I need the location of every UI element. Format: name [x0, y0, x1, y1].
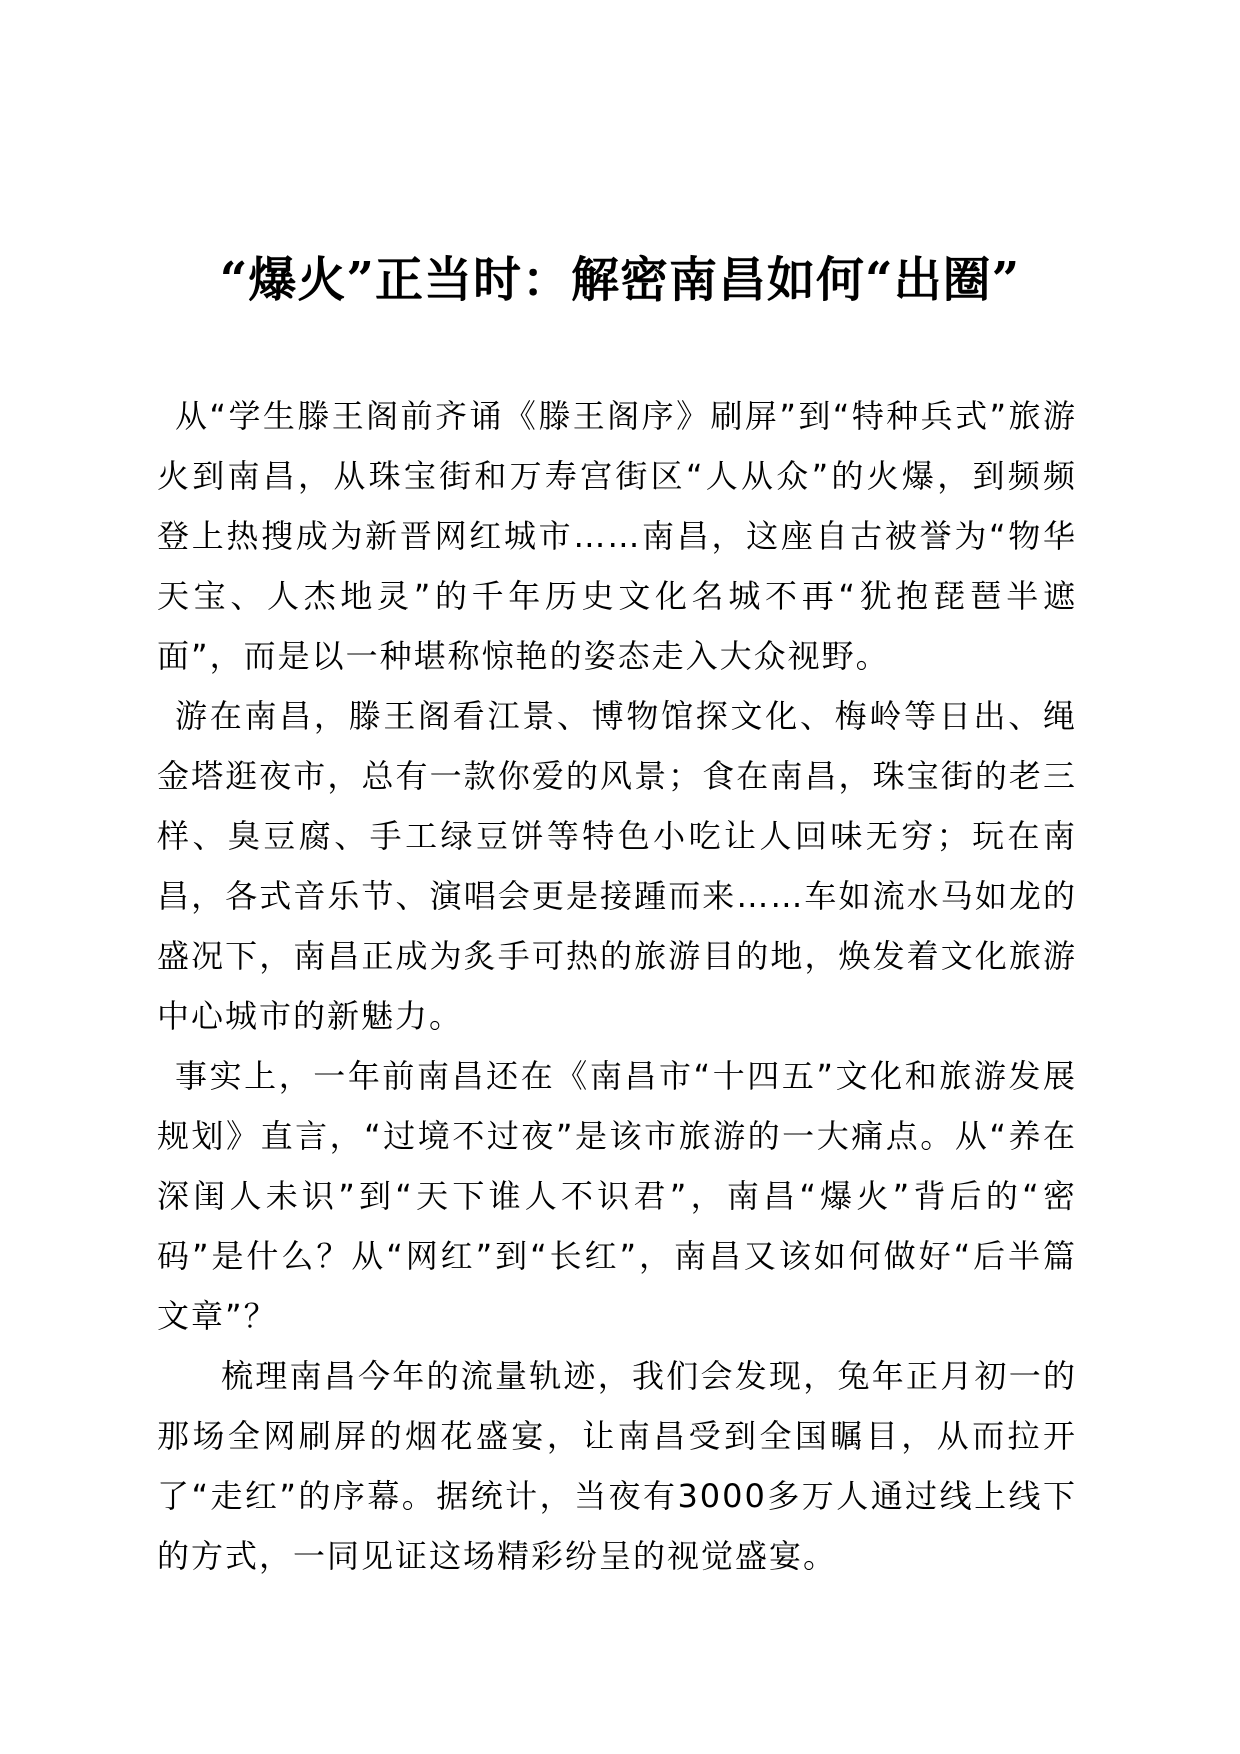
document-body — [157, 386, 1077, 1586]
document-title: “爆火”正当时：解密南昌如何“出圈” — [219, 252, 1021, 308]
paragraph-2: 游在南昌，滕王阁看江景、博物馆探文化、梅岭等日出、绳金塔逛夜市，总有一款你爱的风景；食在南昌，珠宝街的老三样、臭豆腐、手工绿豆饼等特色小吃让人回味无穷；玩在南昌，各式音乐节、演唱会更是接踵而来……车如流水马如龙的盛况下，南昌正成为炙手可热的旅游目的地，焕发着文化旅游中心城市的新魅力。 — [157, 697, 1077, 1035]
paragraph-4: 梳理南昌今年的流量轨迹，我们会发现，兔年正月初一的那场全网刷屏的烟花盛宴，让南昌受到全国瞩目，从而拉开了“走红”的序幕。据统计，当夜有3000多万人通过线上线下的方式，一同见证这场精彩纷呈的视觉盛宴。 — [157, 1357, 1077, 1575]
paragraph-3: 事实上，一年前南昌还在《南昌市“十四五”文化和旅游发展规划》直言，“过境不过夜”是该市旅游的一大痛点。从“养在深闺人未识”到“天下谁人不识君”，南昌“爆火”背后的“密码”是什么？从“网红”到“长红”，南昌又该如何做好“后半篇文章”？ — [157, 1057, 1077, 1335]
paragraph-1: 从“学生滕王阁前齐诵《滕王阁序》刷屏”到“特种兵式”旅游火到南昌，从珠宝街和万寿宫街区“人从众”的火爆，到频频登上热搜成为新晋网红城市……南昌，这座自古被誉为“物华天宝、人杰地灵”的千年历史文化名城不再“犹抱琵琶半遮面”，而是以一种堪称惊艳的姿态走入大众视野。 — [157, 397, 1077, 675]
